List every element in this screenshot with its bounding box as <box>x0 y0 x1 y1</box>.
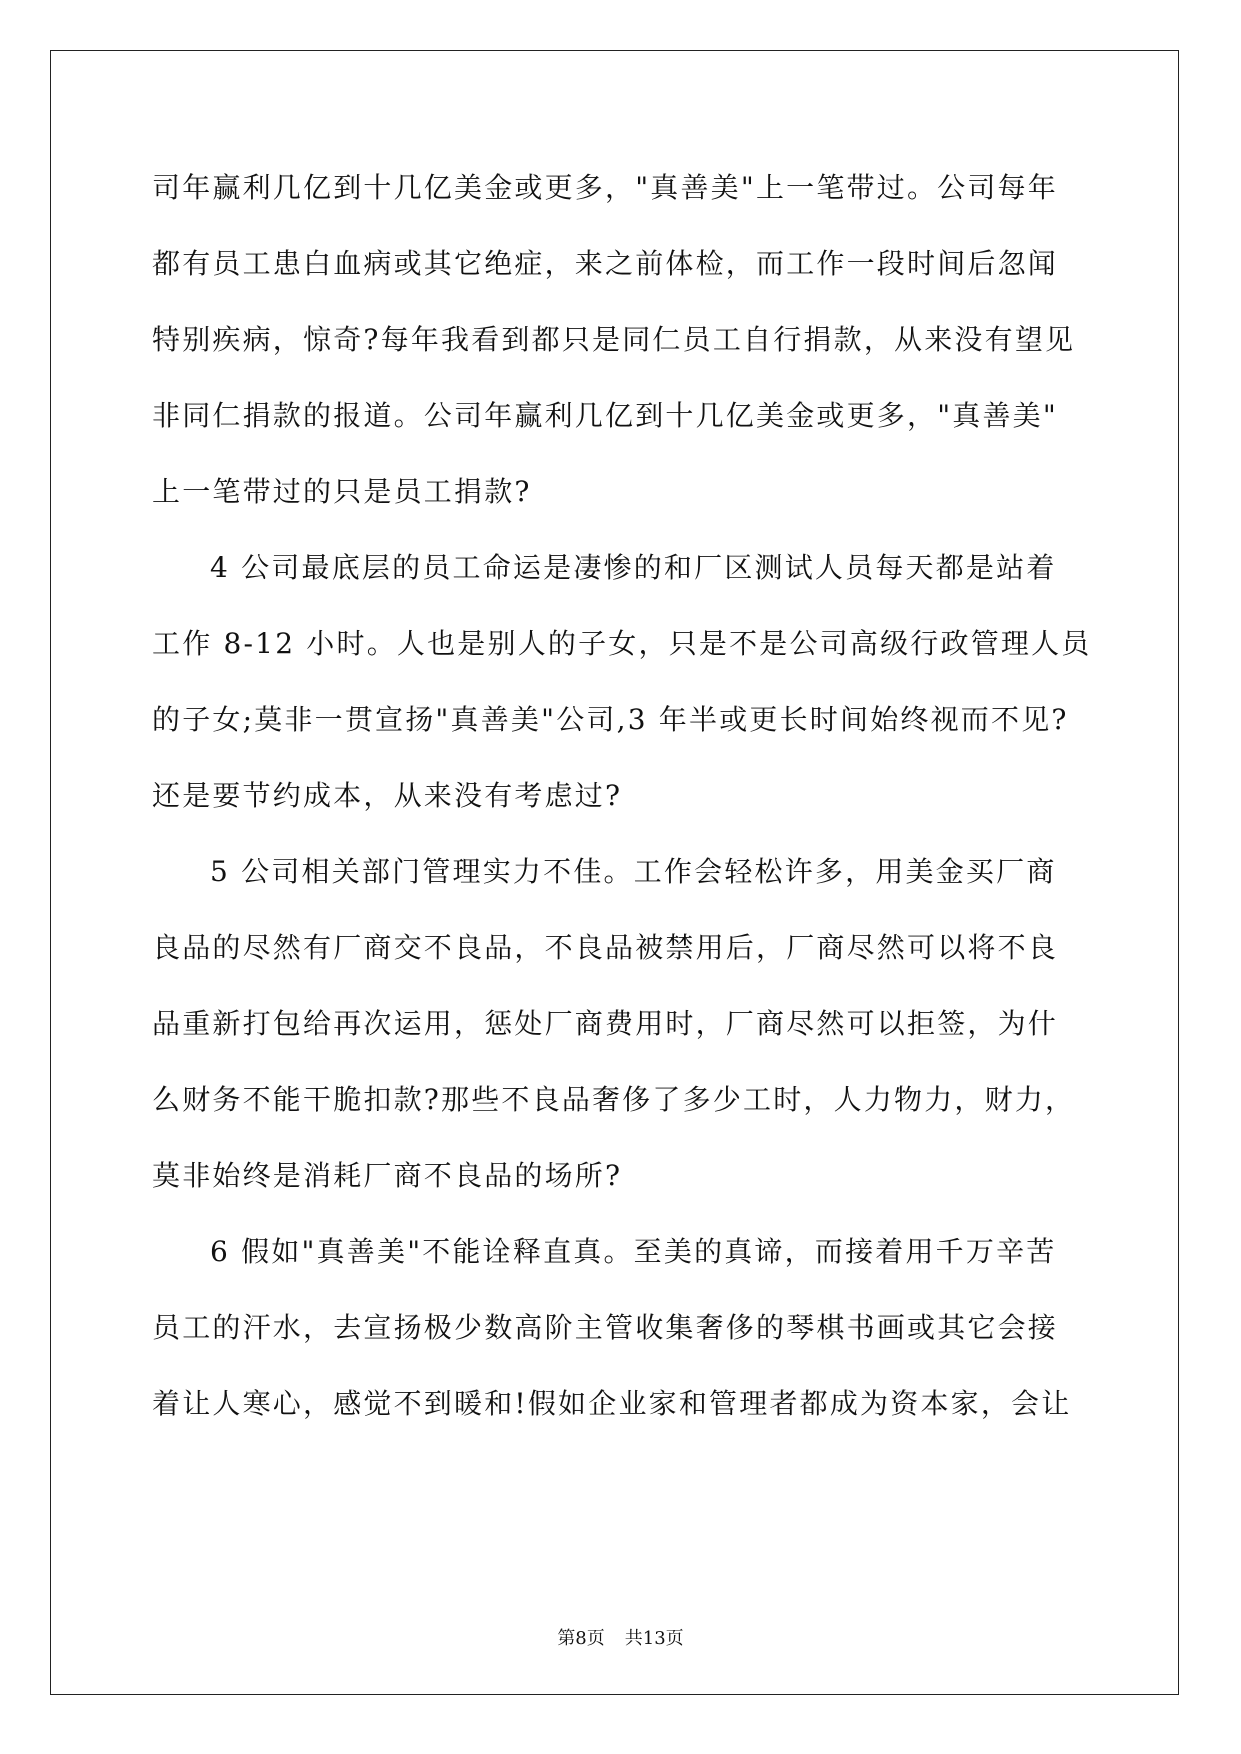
text-line: 5 公司相关部门管理实力不佳。工作会轻松许多，用美金买厂商 <box>210 855 1057 888</box>
page-number: 第8页 <box>557 1628 605 1649</box>
text-line: 莫非始终是消耗厂商不良品的场所? <box>152 1159 623 1192</box>
text-line: 特别疾病，惊奇?每年我看到都只是同仁员工自行捐款，从来没有望见 <box>152 323 1076 356</box>
page-total: 共13页 <box>624 1628 684 1649</box>
text-line: 司年赢利几亿到十几亿美金或更多，"真善美"上一笔带过。公司每年 <box>152 171 1058 204</box>
page-footer <box>0 1624 1241 1650</box>
text-line: 着让人寒心，感觉不到暖和!假如企业家和管理者都成为资本家，会让 <box>152 1387 1072 1420</box>
text-line: 6 假如"真善美"不能诠释直真。至美的真谛，而接着用千万辛苦 <box>210 1235 1057 1268</box>
text-line: 上一笔带过的只是员工捐款? <box>152 475 532 508</box>
document-body <box>152 150 1092 1442</box>
text-line: 还是要节约成本，从来没有考虑过? <box>152 779 623 812</box>
text-line: 4 公司最底层的员工命运是凄惨的和厂区测试人员每天都是站着 <box>210 551 1057 584</box>
text-line: 工作 8-12 小时。人也是别人的子女，只是不是公司高级行政管理人员 <box>152 627 1092 660</box>
text-line: 品重新打包给再次运用，惩处厂商费用时，厂商尽然可以拒签，为什 <box>152 1007 1059 1040</box>
text-line: 员工的汗水，去宣扬极少数高阶主管收集奢侈的琴棋书画或其它会接 <box>152 1311 1059 1344</box>
text-line: 良品的尽然有厂商交不良品，不良品被禁用后，厂商尽然可以将不良 <box>152 931 1059 964</box>
text-line: 的子女;莫非一贯宣扬"真善美"公司,3 年半或更长时间始终视而不见? <box>152 703 1069 736</box>
text-line: 都有员工患白血病或其它绝症，来之前体检，而工作一段时间后忽闻 <box>152 247 1059 280</box>
text-line: 么财务不能干脆扣款?那些不良品奢侈了多少工时，人力物力，财力， <box>152 1083 1076 1116</box>
text-line: 非同仁捐款的报道。公司年赢利几亿到十几亿美金或更多，"真善美" <box>152 399 1058 432</box>
